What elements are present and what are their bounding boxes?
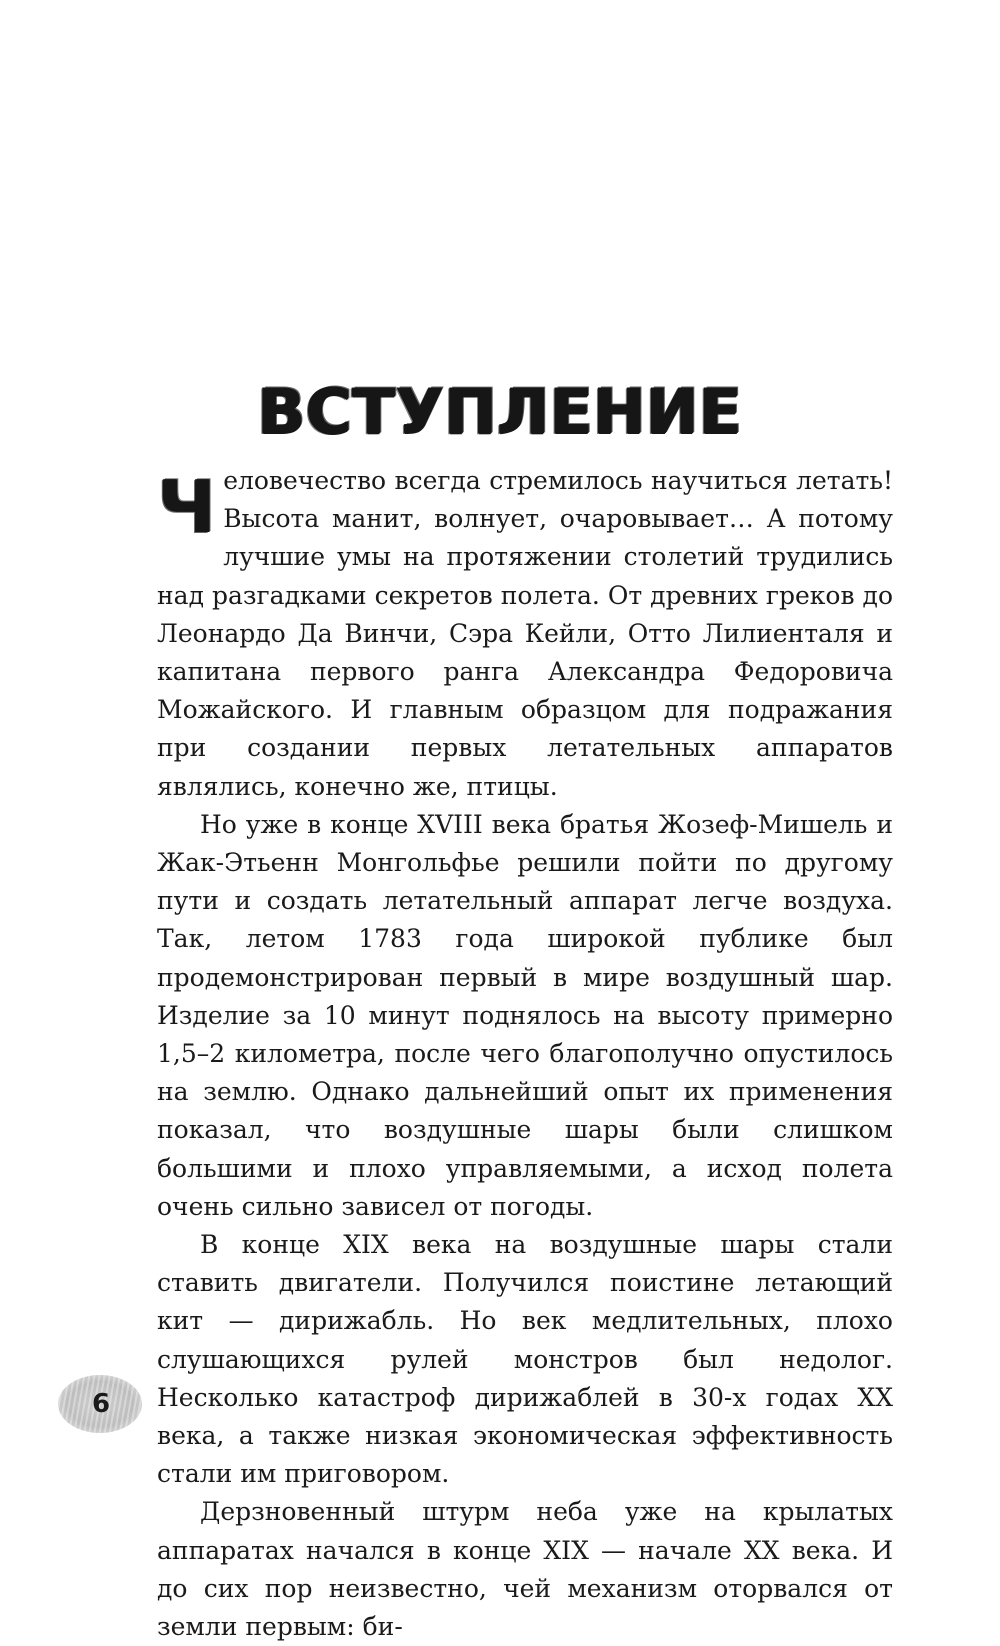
page-number-badge xyxy=(58,1375,142,1433)
paragraph-2: Но уже в конце XVIII века братья Жозеф-Мишель и Жак-Этьенн Монгольфье решили пойти по другому пути и создать летательный аппарат легче воздуха. Так, летом 1783 года широкой публике был продемонстрирован первый в мире воздушный шар. Изделие за 10 минут поднялось на высоту примерно 1,5–2 километра, после чего благополучно опустилось на землю. Однако дальнейший опыт их применения показал, что воздушные шары были слишком большими и плохо управляемыми, а исход полета очень сильно зависел от погоды. xyxy=(157,809,893,1221)
paragraph-1 xyxy=(157,462,893,806)
paragraph-4: Дерзновенный штурм неба уже на крылатых аппаратах начался в конце XIX — начале XX века. И до сих пор неизвестно, чей механизм оторвался от земли первым: би- xyxy=(157,1497,893,1642)
body-text xyxy=(157,462,893,1646)
paragraph-3: В конце XIX века на воздушные шары стали ставить двигатели. Получился поистине летающий кит — дирижабль. Но век медлительных, плохо слушающихся рулей монстров был недолог. Несколько катастроф дирижаблей в 30-х годах XX века, а также низкая экономическая эффективность стали им приговором. xyxy=(157,1230,893,1489)
chapter-title: ВСТУПЛЕНИЕ xyxy=(257,374,743,448)
drop-cap: Ч xyxy=(157,465,216,549)
paragraph-1-text: еловечество всегда стремилось научиться летать! Высота манит, волнует, очаровывает… А потому лучшие умы на протяжении столетий трудились над разгадками секретов полета. От древних греков до Леонардо Да Винчи, Сэра Кейли, Отто Лилиенталя и капитана первого ранга Александра Федоровича Можайского. И главным образцом для подражания при создании первых летательных аппаратов являлись, конечно же, птицы. xyxy=(157,466,893,801)
page-number: 6 xyxy=(91,1389,111,1419)
